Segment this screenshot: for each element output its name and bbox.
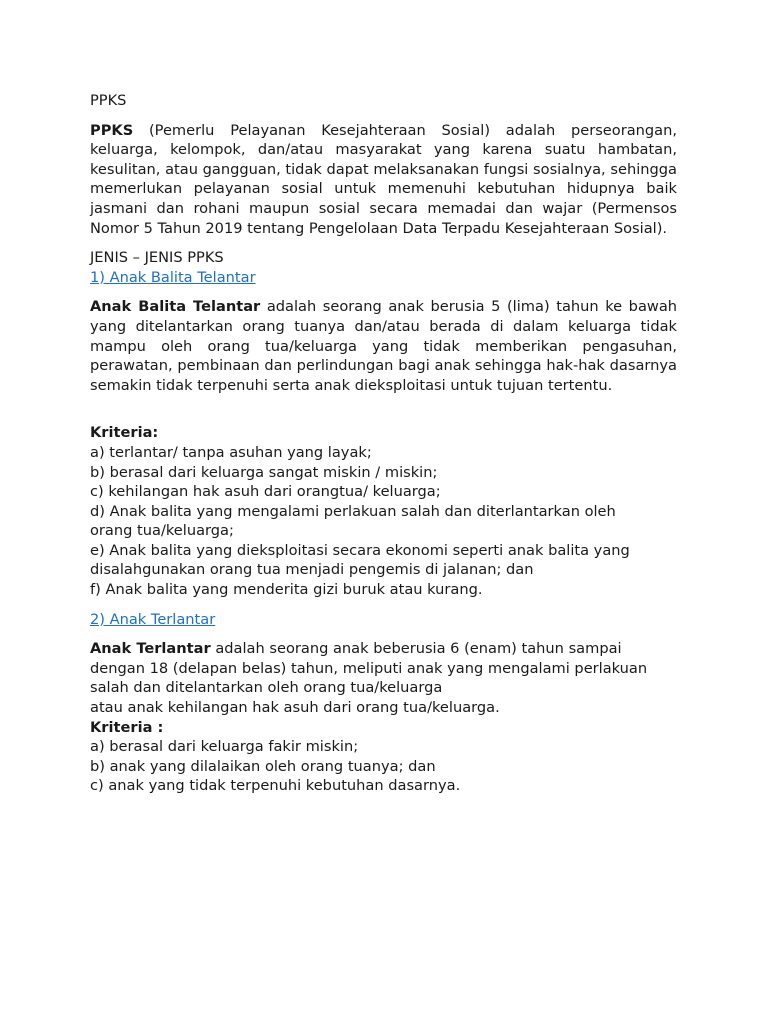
section2-criteria-label: Kriteria : (90, 718, 164, 736)
document-page (90, 91, 677, 796)
section1-term: Anak Balita Telantar (90, 298, 261, 316)
section2-text-line: dengan 18 (delapan belas) tahun, meliputi anak yang mengalami perlakuan (90, 659, 648, 677)
section1-text: adalah seorang anak berusia 5 (lima) tahun ke bawah yang ditelantarkan orang tuanya dan/atau berada di dalam keluarga tidak mampu oleh orang tua/keluarga yang tidak memberikan pengasuhan, perawatan, pembinaan dan perlindungan bagi anak sehingga hak-hak dasarnya semakin tidak terpenuhi serta anak dieksploitasi untuk tujuan tertentu. (90, 298, 678, 394)
list-item: disalahgunakan orang tua menjadi pengemis di jalanan; dan (90, 561, 534, 579)
intro-paragraph (90, 121, 677, 239)
list-item: c) anak yang tidak terpenuhi kebutuhan dasarnya. (90, 777, 461, 795)
section1-criteria-list (90, 443, 677, 600)
section2-paragraph (90, 639, 677, 717)
section2-text-line: adalah seorang anak beberusia 6 (enam) tahun sampai (210, 640, 622, 658)
list-item: b) berasal dari keluarga sangat miskin / miskin; (90, 463, 438, 481)
list-item: d) Anak balita yang mengalami perlakuan salah dan diterlantarkan oleh (90, 502, 616, 520)
section2-text-line: salah dan ditelantarkan oleh orang tua/keluarga (90, 679, 443, 697)
list-item: c) kehilangan hak asuh dari orangtua/ keluarga; (90, 483, 441, 501)
section1-paragraph (90, 297, 677, 395)
list-item: a) berasal dari keluarga fakir miskin; (90, 738, 359, 756)
list-item: b) anak yang dilalaikan oleh orang tuanya; dan (90, 757, 436, 775)
list-item: orang tua/keluarga; (90, 522, 234, 540)
list-item: e) Anak balita yang dieksploitasi secara ekonomi seperti anak balita yang (90, 541, 630, 559)
section2-criteria-list (90, 737, 677, 796)
list-item: a) terlantar/ tanpa asuhan yang layak; (90, 443, 372, 461)
document-heading: PPKS (90, 92, 127, 109)
intro-term: PPKS (90, 121, 134, 139)
section2-link[interactable]: 2) Anak Terlantar (90, 610, 216, 628)
types-heading: JENIS – JENIS PPKS (90, 249, 224, 267)
section2-text-line: atau anak kehilangan hak asuh dari orang tua/keluarga. (90, 699, 500, 717)
section1-link[interactable]: 1) Anak Balita Telantar (90, 268, 256, 286)
section1-criteria-label: Kriteria: (90, 424, 159, 442)
section2-term: Anak Terlantar (90, 640, 211, 658)
list-item: f) Anak balita yang menderita gizi buruk atau kurang. (90, 581, 483, 599)
intro-text: (Pemerlu Pelayanan Kesejahteraan Sosial) adalah perseorangan, keluarga, kelompok, dan/atau masyarakat yang karena suatu hambatan, kesulitan, atau gangguan, tidak dapat melaksanakan fungsi sosialnya, sehingga memerlukan pelayanan sosial untuk memenuhi kebutuhan hidupnya baik jasmani dan rohani maupun sosial secara memadai dan wajar (Permensos Nomor 5 Tahun 2019 tentang Pengelolaan Data Terpadu Kesejahteraan Sosial). (90, 121, 677, 237)
